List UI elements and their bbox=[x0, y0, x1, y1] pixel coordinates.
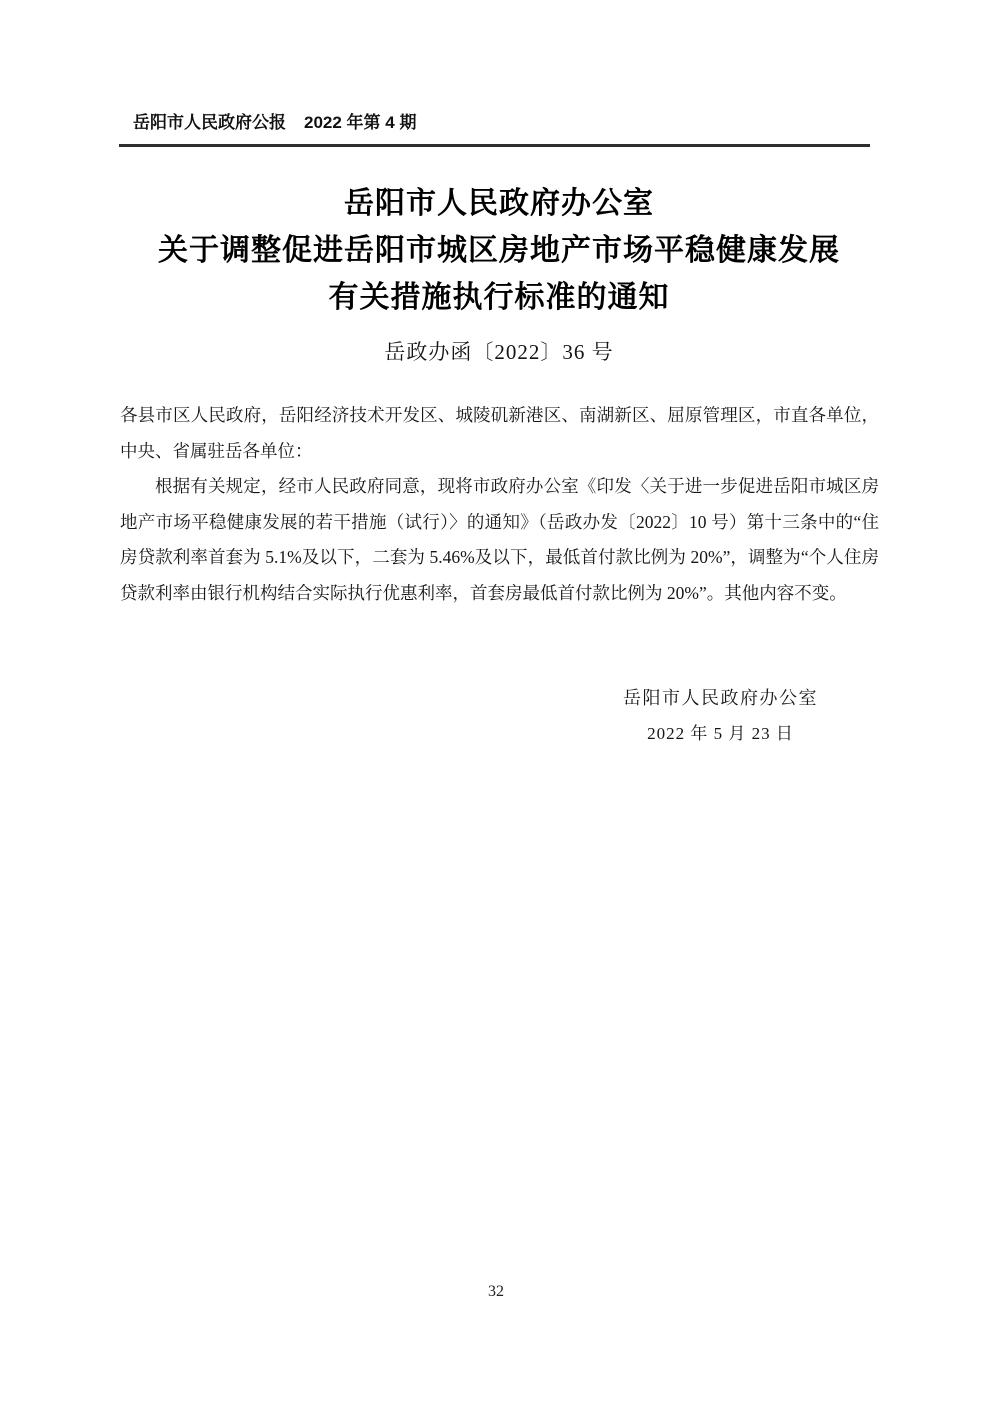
signature-block bbox=[120, 681, 878, 751]
document-body bbox=[120, 398, 879, 611]
page-number: 32 bbox=[488, 1283, 504, 1300]
signature-inner bbox=[623, 681, 818, 751]
document-number: 岳政办函〔2022〕36 号 bbox=[384, 340, 614, 364]
header-divider bbox=[119, 144, 870, 147]
gazette-issue: 2022 年第 4 期 bbox=[304, 113, 417, 132]
page-header bbox=[133, 112, 873, 134]
signature-date: 2022 年 5 月 23 日 bbox=[647, 724, 794, 743]
main-paragraph: 根据有关规定，经市人民政府同意，现将市政府办公室《印发〈关于进一步促进岳阳市城区房地产市场平稳健康发展的若干措施（试行）〉的通知》（岳政办发〔2022〕10 号）第十三条中的“住房贷款利率首套为 5.1%及以下，二套为 5.46%及以下，最低首付款比例为 20%”，调整为“个人住房贷款利率由银行机构结合实际执行优惠利率，首套房最低首付款比例为 20%”。其他内容不变。 bbox=[120, 476, 879, 603]
addressee-paragraph: 各县市区人民政府，岳阳经济技术开发区、城陵矶新港区、南湖新区、屈原管理区，市直各单位，中央、省属驻岳各单位： bbox=[120, 405, 879, 461]
document-title bbox=[120, 180, 878, 321]
title-line-2: 关于调整促进岳阳市城区房地产市场平稳健康发展 bbox=[158, 234, 840, 267]
title-line-3: 有关措施执行标准的通知 bbox=[328, 281, 670, 314]
title-line-1: 岳阳市人民政府办公室 bbox=[344, 187, 654, 220]
signer-name: 岳阳市人民政府办公室 bbox=[623, 688, 818, 708]
gazette-title: 岳阳市人民政府公报 bbox=[133, 113, 286, 132]
